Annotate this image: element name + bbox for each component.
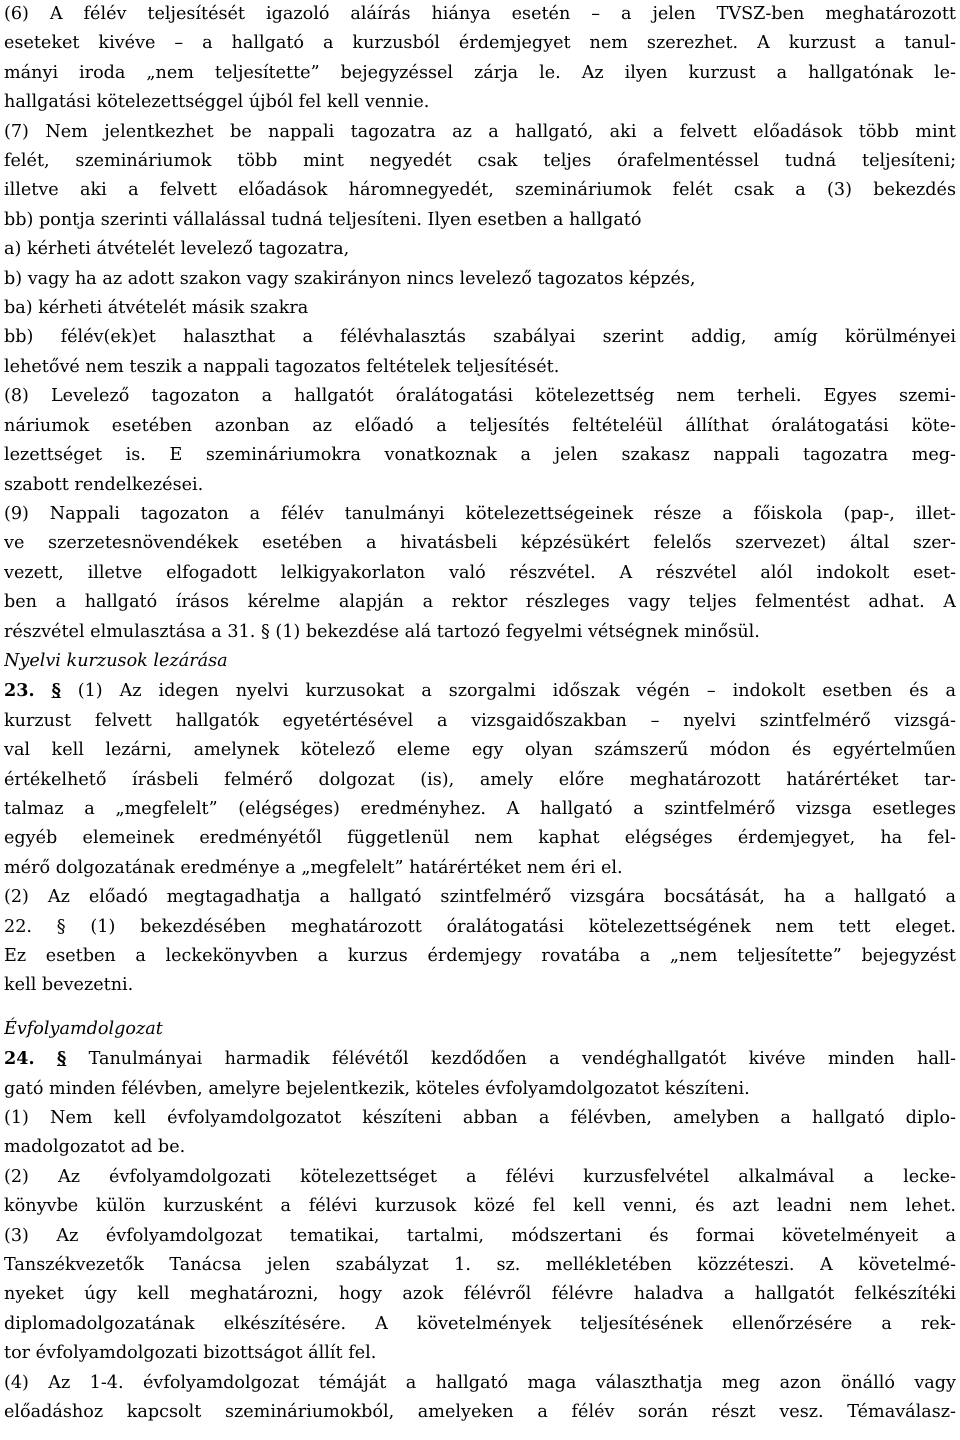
text-run: (1) Az idegen nyelvi kurzusokat a szorgalmi időszak végén – indokolt esetben és a (60, 681, 956, 702)
text-line: (6) A félév teljesítését igazoló aláírás hiánya esetén – a jelen TVSZ-ben meghatározott (4, 4, 956, 24)
text-run: Tanulmányai harmadik félévétől kezdődően a vendéghallgatót kivéve minden hall- (66, 1049, 956, 1070)
text-line: diplomadolgozatának elkészítésére. A követelmények teljesítésének ellenőrzésére a rek- (4, 1313, 956, 1334)
text-line: Tanszékvezetők Tanácsa jelen szabályzat 1. sz. mellékletében közzéteszi. A követelmé- (4, 1255, 956, 1276)
text-line: gató minden félévben, amelyre bejelentkezik, köteles évfolyamdolgozatot készíteni. (4, 1078, 750, 1099)
text-line: val kell lezárni, amelynek kötelező eleme egy olyan számszerű módon és egyértelműen (4, 740, 956, 761)
text-line: (4) Az 1-4. évfolyamdolgozat témáját a hallgató maga választhatja meg azon önálló vagy (4, 1372, 956, 1393)
paragraph-7 (4, 118, 956, 383)
text-line: értékelhető írásbeli felmérő dolgozat (is), amely előre meghatározott határértéket tar- (4, 769, 956, 790)
section-heading-evfolyam (4, 1015, 956, 1044)
text-line: eseteket kivéve – a hallgató a kurzusból érdemjegyet nem szerezhet. A kurzust a tanul- (4, 33, 956, 54)
text-line: (1) Nem kell évfolyamdolgozatot készíteni abban a félévben, amelyben a hallgató diplo- (4, 1108, 956, 1129)
paragraph-6 (4, 0, 956, 118)
text-line: a) kérheti átvételét levelező tagozatra, (4, 239, 350, 260)
text-line (4, 1044, 956, 1074)
text-line: (9) Nappali tagozaton a félév tanulmányi kötelezettségeinek része a főiskola (pap-, illet- (4, 503, 956, 524)
section-heading-nyelvi (4, 647, 956, 676)
text-line: vezett, illetve elfogadott lelkigyakorlaton való részvétel. A részvétel alól indokolt eset- (4, 562, 956, 583)
text-line: tor évfolyamdolgozati bizottságot állít fel. (4, 1343, 377, 1364)
text-line: (2) Az évfolyamdolgozati kötelezettséget a félévi kurzusfelvétel alkalmával a lecke- (4, 1166, 956, 1187)
text-line: nyeket úgy kell meghatározni, hogy azok félévről félévre haladva a hallgatót felkészítéki (4, 1284, 956, 1305)
text-line: felét, szemináriumok több mint negyedét csak teljes órafelmentéssel tudná teljesíteni; (4, 151, 956, 172)
paragraph-8 (4, 382, 956, 500)
text-line: (3) Az évfolyamdolgozat tematikai, tartalmi, módszertani és formai követelményeit a (4, 1225, 956, 1246)
section-heading: Évfolyamdolgozat (4, 1018, 163, 1039)
text-line: szabott rendelkezései. (4, 474, 204, 495)
text-line: illetve aki a felvett előadások háromnegyedét, szemináriumok felét csak a (3) bekezdés (4, 180, 956, 201)
paragraph-9 (4, 500, 956, 647)
text-line: ve szerzetesnövendékek esetében a hivatásbeli képzésükért felelős szervezet) által szer- (4, 533, 956, 554)
text-line: (8) Levelező tagozaton a hallgatót óralátogatási kötelezettség nem terheli. Egyes szemi- (4, 386, 956, 407)
text-line: 22. § (1) bekezdésében meghatározott óralátogatási kötelezettségének nem tett eleget. (4, 916, 956, 937)
text-line: mérő dolgozatának eredménye a „megfelelt” határértéket nem éri el. (4, 857, 623, 878)
text-line: lezettséget is. E szemináriumokra vonatkoznak a jelen szakasz nappali tagozatra meg- (4, 445, 956, 466)
section-24 (4, 1044, 956, 1427)
section-heading: Nyelvi kurzusok lezárása (4, 650, 228, 671)
text-line: madolgozatot ad be. (4, 1137, 186, 1158)
text-line: náriumok esetében azonban az előadó a teljesítés feltételéül állíthat óralátogatási köte- (4, 415, 956, 436)
text-line: kell bevezetni. (4, 975, 134, 996)
text-line: ba) kérheti átvételét másik szakra (4, 298, 309, 319)
section-number: 24. (4, 1048, 35, 1070)
text-line: Ez esetben a leckekönyvben a kurzus érdemjegy rovatába a „nem teljesítette” bejegyzést (4, 946, 956, 966)
text-line: könyvbe külön kurzusként a félévi kurzusok közé fel kell venni, és azt leadni nem lehet. (4, 1196, 956, 1217)
spacer (4, 1001, 956, 1015)
section-23 (4, 676, 956, 1000)
section-number: 23. (4, 680, 35, 702)
text-line: ben a hallgató írásos kérelme alapján a rektor részleges vagy teljes felmentést adhat. A (4, 592, 956, 613)
text-line: (7) Nem jelentkezhet be nappali tagozatra az a hallgató, aki a felvett előadások több mint (4, 121, 956, 142)
text-line: (2) Az előadó megtagadhatja a hallgató szintfelmérő vizsgára bocsátását, ha a hallgató a (4, 887, 956, 908)
text-line: kurzust felvett hallgatók egyetértésével a vizsgaidőszakban – nyelvi szintfelmérő vizsgá- (4, 710, 956, 731)
text-line: b) vagy ha az adott szakon vagy szakirányon nincs levelező tagozatos képzés, (4, 268, 696, 289)
text-line: bb) pontja szerinti vállalással tudná teljesíteni. Ilyen esetben a hallgató (4, 209, 642, 230)
text-line (4, 676, 956, 706)
text-line: lehetővé nem teszik a nappali tagozatos feltételek teljesítését. (4, 356, 560, 377)
text-line: mányi iroda „nem teljesítette” bejegyzéssel zárja le. Az ilyen kurzust a hallgatónak le- (4, 62, 956, 83)
text-line: részvétel elmulasztása a 31. § (1) bekezdése alá tartozó fegyelmi vétségnek minősül. (4, 621, 760, 642)
section-sign: § (57, 1048, 67, 1070)
text-line: talmaz a „megfelelt” (elégséges) eredményhez. A hallgató a szintfelmérő vizsga esetleges (4, 798, 956, 819)
text-line: bb) félév(ek)et halaszthat a félévhalasztás szabályai szerint addig, amíg körülményei (4, 327, 956, 348)
section-sign: § (51, 680, 61, 702)
text-line: egyéb elemeinek eredményétől függetlenül nem kaphat elégséges érdemjegyet, ha fel- (4, 828, 956, 849)
text-line: hallgatási kötelezettséggel újból fel kell vennie. (4, 92, 430, 113)
text-line: előadáshoz kapcsolt szemináriumokból, amelyeken a félév során részt vesz. Témaválasz- (4, 1402, 956, 1423)
